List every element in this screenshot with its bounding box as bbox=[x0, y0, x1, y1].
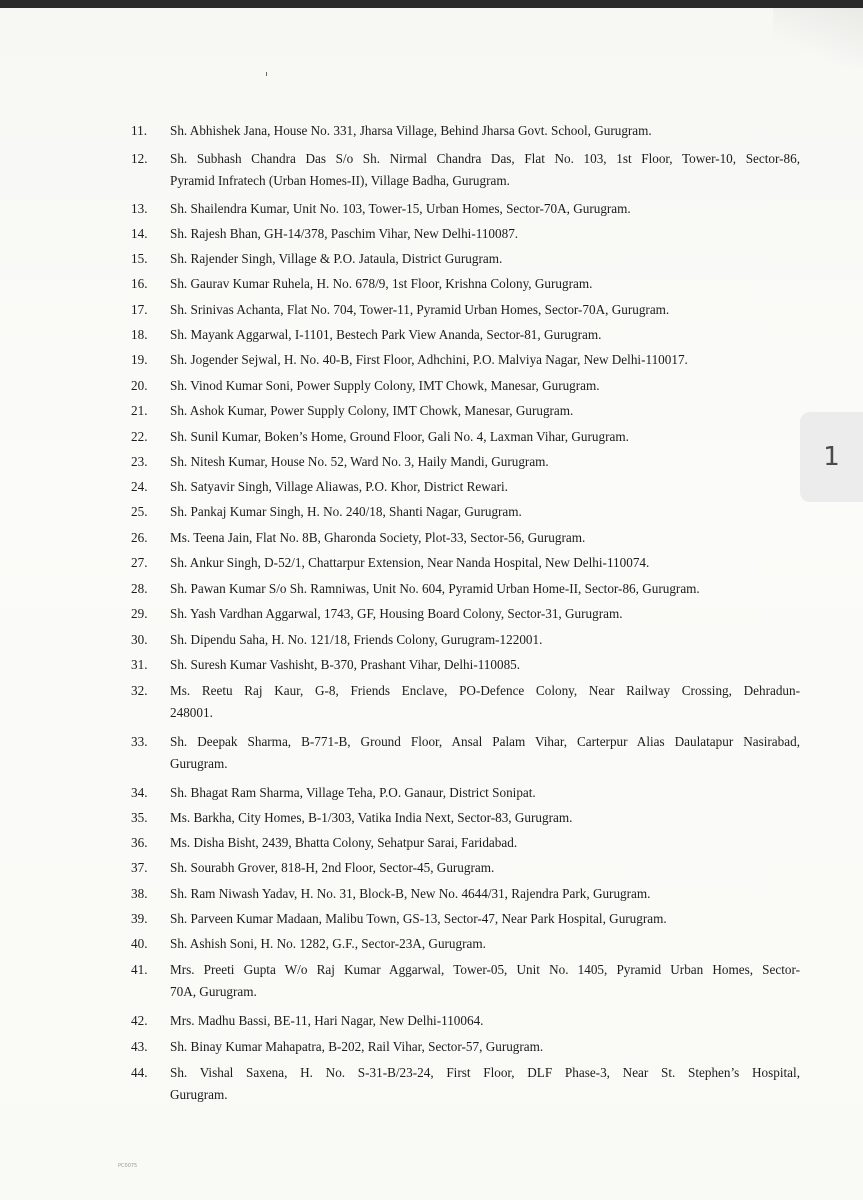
item-address: Sh. Ram Niwash Yadav, H. No. 31, Block-B, New No. 4644/31, Rajendra Park, Gurugram. bbox=[170, 886, 651, 901]
item-number: 28. bbox=[131, 581, 148, 596]
item-number: 21. bbox=[131, 403, 148, 418]
item-address: Sh. Bhagat Ram Sharma, Village Teha, P.O. Ganaur, District Sonipat. bbox=[170, 785, 536, 800]
item-address: Sh. Srinivas Achanta, Flat No. 704, Tower-11, Pyramid Urban Homes, Sector-70A, Gurugram. bbox=[170, 302, 670, 317]
item-number: 41. bbox=[131, 962, 148, 977]
item-address-continued: Pyramid Infratech (Urban Homes-II), Village Badha, Gurugram. bbox=[170, 173, 510, 188]
item-number: 29. bbox=[131, 606, 148, 621]
item-address: Mrs. Preeti Gupta W/o Raj Kumar Aggarwal, Tower-05, Unit No. 1405, Pyramid Urban Homes, Sector- bbox=[170, 962, 800, 977]
item-number: 19. bbox=[131, 352, 148, 367]
page-number-label: 1 bbox=[823, 442, 840, 472]
item-address: Sh. Sourabh Grover, 818-H, 2nd Floor, Sector-45, Gurugram. bbox=[170, 860, 495, 875]
item-address-continued: Gurugram. bbox=[170, 756, 228, 771]
item-number: 43. bbox=[131, 1039, 148, 1054]
item-number: 23. bbox=[131, 454, 148, 469]
item-address: Sh. Ashish Soni, H. No. 1282, G.F., Sector-23A, Gurugram. bbox=[170, 936, 486, 951]
item-address: Ms. Disha Bisht, 2439, Bhatta Colony, Sehatpur Sarai, Faridabad. bbox=[170, 835, 518, 850]
item-address: Sh. Deepak Sharma, B-771-B, Ground Floor, Ansal Palam Vihar, Carterpur Alias Daulatapur Nasirabad, bbox=[170, 734, 800, 749]
item-number: 15. bbox=[131, 251, 148, 266]
item-address: Ms. Reetu Raj Kaur, G-8, Friends Enclave, PO-Defence Colony, Near Railway Crossing, Dehradun- bbox=[170, 683, 800, 698]
item-number: 39. bbox=[131, 911, 148, 926]
item-address: Sh. Shailendra Kumar, Unit No. 103, Tower-15, Urban Homes, Sector-70A, Gurugram. bbox=[170, 201, 631, 216]
item-address: Sh. Parveen Kumar Madaan, Malibu Town, GS-13, Sector-47, Near Park Hospital, Gurugram. bbox=[170, 911, 667, 926]
item-number: 38. bbox=[131, 886, 148, 901]
footer-mark: PC0075 bbox=[118, 1163, 138, 1169]
item-number: 22. bbox=[131, 429, 148, 444]
item-address: Sh. Binay Kumar Mahapatra, B-202, Rail Vihar, Sector-57, Gurugram. bbox=[170, 1039, 544, 1054]
item-number: 12. bbox=[131, 151, 148, 166]
item-number: 42. bbox=[131, 1013, 148, 1028]
item-address: Sh. Satyavir Singh, Village Aliawas, P.O. Khor, District Rewari. bbox=[170, 479, 508, 494]
item-address: Sh. Pawan Kumar S/o Sh. Ramniwas, Unit No. 604, Pyramid Urban Home-II, Sector-86, Gurugram. bbox=[170, 581, 700, 596]
item-number: 13. bbox=[131, 201, 148, 216]
item-address: Sh. Ankur Singh, D-52/1, Chattarpur Extension, Near Nanda Hospital, New Delhi-110074. bbox=[170, 555, 650, 570]
item-number: 33. bbox=[131, 734, 148, 749]
page-number-badge[interactable] bbox=[800, 412, 863, 502]
item-number: 24. bbox=[131, 479, 148, 494]
item-address: Sh. Sunil Kumar, Boken’s Home, Ground Floor, Gali No. 4, Laxman Vihar, Gurugram. bbox=[170, 429, 629, 444]
item-address: Sh. Ashok Kumar, Power Supply Colony, IMT Chowk, Manesar, Gurugram. bbox=[170, 403, 574, 418]
item-number: 37. bbox=[131, 860, 148, 875]
item-address-continued: 70A, Gurugram. bbox=[170, 984, 257, 999]
item-number: 31. bbox=[131, 657, 148, 672]
item-number: 27. bbox=[131, 555, 148, 570]
item-address: Sh. Dipendu Saha, H. No. 121/18, Friends Colony, Gurugram-122001. bbox=[170, 632, 543, 647]
item-address: Sh. Nitesh Kumar, House No. 52, Ward No. 3, Haily Mandi, Gurugram. bbox=[170, 454, 549, 469]
item-address: Sh. Vishal Saxena, H. No. S-31-B/23-24, First Floor, DLF Phase-3, Near St. Stephen’s Hospital, bbox=[170, 1065, 800, 1080]
item-address: Sh. Abhishek Jana, House No. 331, Jharsa Village, Behind Jharsa Govt. School, Gurugram. bbox=[170, 123, 652, 138]
item-address: Sh. Pankaj Kumar Singh, H. No. 240/18, Shanti Nagar, Gurugram. bbox=[170, 504, 522, 519]
item-number: 16. bbox=[131, 276, 148, 291]
item-number: 17. bbox=[131, 302, 148, 317]
item-address: Sh. Subhash Chandra Das S/o Sh. Nirmal Chandra Das, Flat No. 103, 1st Floor, Tower-10, Sector-86, bbox=[170, 151, 800, 166]
item-number: 25. bbox=[131, 504, 148, 519]
item-address: Sh. Rajesh Bhan, GH-14/378, Paschim Vihar, New Delhi-110087. bbox=[170, 226, 519, 241]
item-address: Sh. Rajender Singh, Village & P.O. Jataula, District Gurugram. bbox=[170, 251, 503, 266]
item-number: 36. bbox=[131, 835, 148, 850]
item-address: Ms. Barkha, City Homes, B-1/303, Vatika India Next, Sector-83, Gurugram. bbox=[170, 810, 573, 825]
item-address-continued: Gurugram. bbox=[170, 1087, 228, 1102]
item-number: 35. bbox=[131, 810, 148, 825]
item-number: 14. bbox=[131, 226, 148, 241]
item-number: 26. bbox=[131, 530, 148, 545]
item-number: 30. bbox=[131, 632, 148, 647]
item-number: 20. bbox=[131, 378, 148, 393]
item-address: Sh. Suresh Kumar Vashisht, B-370, Prashant Vihar, Delhi-110085. bbox=[170, 657, 521, 672]
item-address: Ms. Teena Jain, Flat No. 8B, Gharonda Society, Plot-33, Sector-56, Gurugram. bbox=[170, 530, 586, 545]
item-number: 32. bbox=[131, 683, 148, 698]
item-number: 44. bbox=[131, 1065, 148, 1080]
item-number: 11. bbox=[131, 123, 147, 138]
item-number: 18. bbox=[131, 327, 148, 342]
item-address: Sh. Jogender Sejwal, H. No. 40-B, First Floor, Adhchini, P.O. Malviya Nagar, New Delhi-110017. bbox=[170, 352, 688, 367]
item-address: Sh. Mayank Aggarwal, I-1101, Bestech Park View Ananda, Sector-81, Gurugram. bbox=[170, 327, 602, 342]
item-address: Mrs. Madhu Bassi, BE-11, Hari Nagar, New Delhi-110064. bbox=[170, 1013, 484, 1028]
item-address: Sh. Vinod Kumar Soni, Power Supply Colony, IMT Chowk, Manesar, Gurugram. bbox=[170, 378, 600, 393]
item-address: Sh. Gaurav Kumar Ruhela, H. No. 678/9, 1st Floor, Krishna Colony, Gurugram. bbox=[170, 276, 593, 291]
item-address: Sh. Yash Vardhan Aggarwal, 1743, GF, Housing Board Colony, Sector-31, Gurugram. bbox=[170, 606, 623, 621]
item-number: 34. bbox=[131, 785, 148, 800]
item-number: 40. bbox=[131, 936, 148, 951]
item-address-continued: 248001. bbox=[170, 705, 213, 720]
